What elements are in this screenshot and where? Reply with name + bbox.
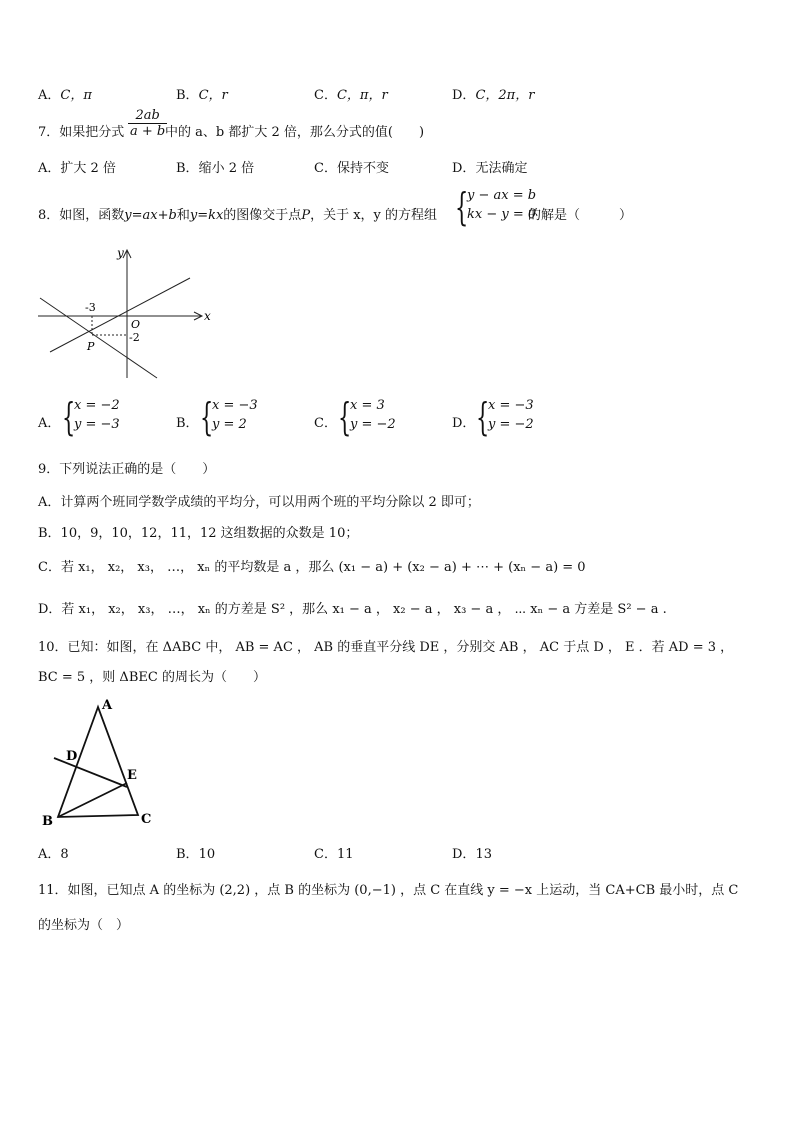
q7-text-pre: 7．如果把分式: [38, 125, 125, 140]
label-a: A: [102, 698, 113, 713]
tick-y-label: -2: [129, 331, 140, 344]
q7-fraction-numerator: 2ab: [128, 108, 167, 124]
q10-option-d[interactable]: D．13: [452, 847, 492, 862]
q7-option-a[interactable]: A．扩大 2 倍: [38, 161, 116, 176]
q9-stem: 9．下列说法正确的是（ ）: [38, 462, 216, 477]
q9-option-b[interactable]: B．10，9，10，12，11，12 这组数据的众数是 10；: [38, 526, 359, 541]
q6-option-d[interactable]: D．C，2π，r: [452, 88, 535, 103]
perpendicular-bisector-de: [54, 758, 127, 787]
q8-option-b[interactable]: B． { x = −3 y = 2: [176, 395, 258, 439]
tick-x-label: -3: [85, 301, 96, 314]
q9-option-d[interactable]: D．若 x₁， x₂， x₃， …， xₙ 的方差是 S² ，那么 x₁ − a ， x₂ − a ， x₃ − a ， ⋯ xₙ − a 方差是 S² − a .: [38, 602, 667, 617]
label-e: E: [127, 768, 137, 783]
q8-text-post: 的解是（ ）: [528, 208, 633, 223]
q7-fraction: [128, 108, 167, 139]
q8-figure: [30, 240, 220, 385]
q10-figure: [36, 695, 166, 830]
q7-fraction-denominator: a + b: [130, 124, 166, 139]
q7-option-d[interactable]: D．无法确定: [452, 161, 528, 176]
brace-icon: {: [338, 395, 352, 439]
q6-option-c[interactable]: C．C，π，r: [314, 88, 388, 103]
q7-text-post: 中的 a、b 都扩大 2 倍，那么分式的值( ): [165, 125, 425, 140]
x-axis-label: x: [204, 309, 211, 323]
label-b: B: [42, 814, 53, 829]
q9-option-c[interactable]: C．若 x₁， x₂， x₃， …， xₙ 的平均数是 a ，那么 (x₁ − a) + (x₂ − a) + ⋯ + (xₙ − a) = 0: [38, 560, 586, 575]
q10-option-a[interactable]: A．8: [38, 847, 69, 862]
q10-option-c[interactable]: C．11: [314, 847, 354, 862]
q11-stem-line2: 的坐标为（ ）: [38, 918, 130, 933]
brace-icon: {: [62, 395, 76, 439]
q7-option-c[interactable]: C．保持不变: [314, 161, 389, 176]
q8-option-d[interactable]: D． { x = −3 y = −2: [452, 395, 534, 439]
q10-stem-line2: BC = 5 ，则 ΔBEC 的周长为（ ）: [38, 670, 266, 685]
y-axis-label: y: [117, 246, 124, 260]
q8-text: 8．如图，函数y=ax+b和y=kx的图像交于点P，关于 x，y 的方程组: [38, 208, 438, 223]
q9-option-a[interactable]: A．计算两个班同学数学成绩的平均分，可以用两个班的平均分除以 2 即可；: [38, 495, 480, 510]
q7-option-b[interactable]: B．缩小 2 倍: [176, 161, 255, 176]
q8-option-c[interactable]: C． { x = 3 y = −2: [314, 395, 396, 439]
brace-icon: {: [476, 395, 490, 439]
q6-option-a[interactable]: A．C，π: [38, 88, 92, 103]
origin-label: O: [131, 318, 141, 331]
point-p-label: P: [87, 340, 95, 353]
q6-option-b[interactable]: B．C，r: [176, 88, 228, 103]
brace-icon: {: [455, 185, 469, 229]
q8-option-a[interactable]: A． { x = −2 y = −3: [38, 395, 120, 439]
q10-stem-line1: 10．已知：如图，在 ΔABC 中， AB = AC ， AB 的垂直平分线 DE ，分别交 AB ， AC 于点 D ， E ．若 AD = 3 ，: [38, 640, 734, 655]
label-c: C: [141, 812, 152, 827]
label-d: D: [66, 749, 78, 764]
brace-icon: {: [200, 395, 214, 439]
line-y-kx: [50, 278, 190, 352]
q11-stem-line1: 11．如图，已知点 A 的坐标为 (2,2) ，点 B 的坐标为 (0,−1) ，点 C 在直线 y = −x 上运动，当 CA+CB 最小时，点 C: [38, 883, 739, 898]
q10-option-b[interactable]: B．10: [176, 847, 216, 862]
